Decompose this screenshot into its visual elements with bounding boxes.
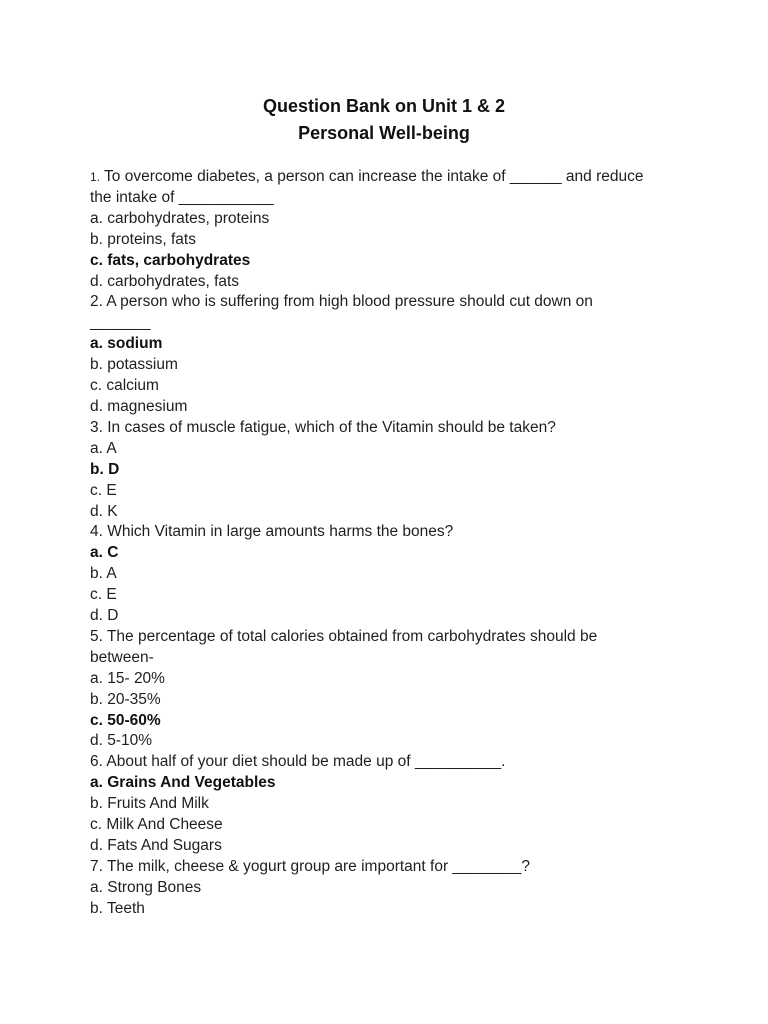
line-text: b. Teeth (90, 899, 145, 917)
line-text: c. E (90, 586, 117, 604)
question-line (90, 857, 690, 878)
line-text: b. potassium (90, 356, 178, 374)
line-text: a. C (90, 544, 119, 562)
question-line (90, 564, 690, 585)
line-text: d. Fats And Sugars (90, 837, 222, 854)
line-text: a. carbohydrates, proteins (90, 209, 270, 227)
question-line (90, 794, 690, 815)
question-line (90, 167, 690, 188)
question-line (90, 606, 690, 627)
question-line (90, 355, 690, 376)
line-text: a. A (90, 439, 117, 457)
question-number: 1. (90, 170, 101, 184)
line-text: d. K (90, 502, 118, 520)
question-line (90, 585, 690, 606)
line-text: _______ (90, 314, 151, 332)
line-text: d. 5-10% (90, 732, 153, 750)
line-text: a. sodium (90, 335, 163, 353)
question-line (90, 815, 690, 836)
question-line (90, 481, 690, 502)
question-line (90, 878, 690, 899)
line-text: 7. The milk, cheese & yogurt group are important for ________? (90, 857, 531, 875)
question-line (90, 648, 690, 669)
question-line (90, 272, 690, 293)
line-text: d. magnesium (90, 397, 188, 415)
question-line (90, 313, 690, 334)
question-line (90, 522, 690, 543)
answer-line (90, 251, 690, 272)
question-line (90, 731, 690, 752)
question-line (90, 669, 690, 690)
line-text: c. fats, carbohydrates (90, 251, 251, 269)
line-text: the intake of ___________ (90, 188, 274, 206)
line-text: c. E (90, 481, 117, 499)
line-text: c. Milk And Cheese (90, 816, 223, 834)
line-text: c. 50-60% (90, 711, 161, 729)
question-line (90, 230, 690, 251)
line-text: between- (90, 648, 154, 666)
answer-line (90, 334, 690, 355)
line-text: a. Grains And Vegetables (90, 774, 276, 792)
question-list (90, 167, 690, 920)
question-line (90, 292, 690, 313)
answer-line (90, 711, 690, 732)
question-line (90, 502, 690, 523)
answer-line (90, 543, 690, 564)
document-title: Question Bank on Unit 1 & 2 (262, 96, 506, 116)
line-text: b. Fruits And Milk (90, 795, 209, 813)
line-text: 3. In cases of muscle fatigue, which of the Vitamin should be taken? (90, 418, 556, 436)
question-line (90, 418, 690, 439)
line-text: 5. The percentage of total calories obtained from carbohydrates should be (90, 627, 598, 645)
question-line (90, 188, 690, 209)
line-text: 4. Which Vitamin in large amounts harms the bones? (90, 523, 454, 541)
answer-line (90, 460, 690, 481)
line-text: b. A (90, 565, 117, 583)
line-text: b. D (90, 460, 120, 478)
line-text: d. D (90, 607, 119, 625)
question-line (90, 836, 690, 857)
document-subtitle: Personal Well-being (298, 123, 470, 143)
line-text: 6. About half of your diet should be made up of __________. (90, 753, 506, 771)
question-line (90, 690, 690, 711)
line-text: 2. A person who is suffering from high blood pressure should cut down on (90, 293, 593, 311)
question-line (90, 439, 690, 460)
line-text: To overcome diabetes, a person can increase the intake of ______ and reduce (104, 168, 644, 185)
line-text: c. calcium (90, 377, 159, 395)
line-text: d. carbohydrates, fats (90, 272, 240, 290)
question-line (90, 627, 690, 648)
question-line (90, 376, 690, 397)
question-line (90, 899, 690, 920)
answer-line (90, 773, 690, 794)
line-text: a. 15- 20% (90, 669, 165, 687)
line-text: b. proteins, fats (90, 230, 196, 248)
line-text: a. Strong Bones (90, 878, 202, 896)
question-line (90, 397, 690, 418)
question-line (90, 752, 690, 773)
line-text: b. 20-35% (90, 690, 161, 708)
question-line (90, 209, 690, 230)
